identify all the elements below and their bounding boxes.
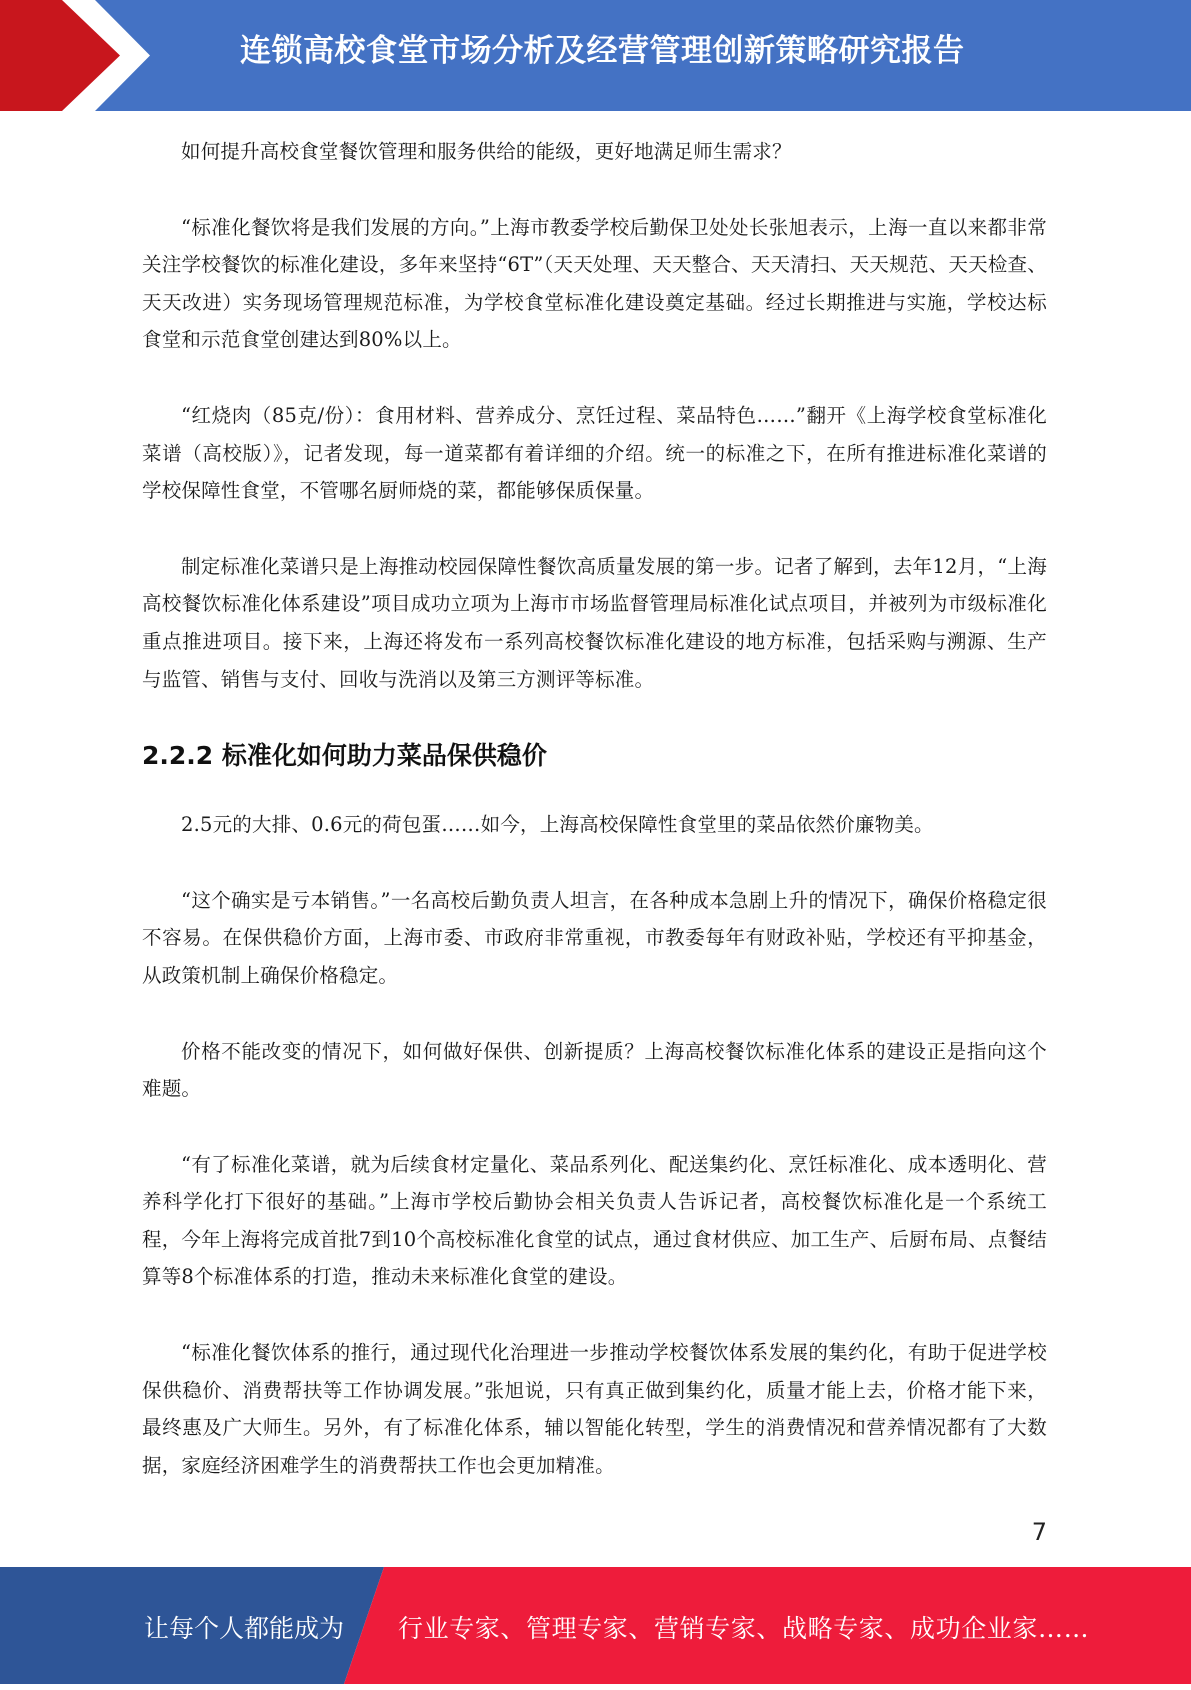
paragraph: 如何提升高校食堂餐饮管理和服务供给的能级，更好地满足师生需求？	[181, 140, 792, 163]
page-header	[0, 0, 1191, 111]
report-title: 连锁高校食堂市场分析及经营管理创新策略研究报告	[240, 33, 965, 69]
paragraph: 价格不能改变的情况下，如何做好保供、创新提质？上海高校餐饮标准化体系的建设正是指向这个难题。	[142, 1039, 1047, 1101]
paragraph: “标准化餐饮将是我们发展的方向。”上海市教委学校后勤保卫处处长张旭表示，上海一直以来都非常关注学校餐饮的标准化建设，多年来坚持“6T”（天天处理、天天整合、天天清扫、天天规范、天天检查、天天改进）实务现场管理规范标准，为学校食堂标准化建设奠定基础。经过长期推进与实施，学校达标食堂和示范食堂创建达到80%以上。	[142, 215, 1047, 352]
paragraph: 2.5元的大排、0.6元的荷包蛋……如今，上海高校保障性食堂里的菜品依然价廉物美。	[181, 813, 934, 837]
chevron-decoration-icon	[0, 0, 160, 111]
paragraph: “这个确实是亏本销售。”一名高校后勤负责人坦言，在各种成本急剧上升的情况下，确保价格稳定很不容易。在保供稳价方面，上海市委、市政府非常重视，市教委每年有财政补贴，学校还有平抑基金，从政策机制上确保价格稳定。	[142, 888, 1047, 987]
section-heading: 2.2.2 标准化如何助力菜品保供稳价	[142, 741, 547, 771]
paragraph: “红烧肉（85克/份）：食用材料、营养成分、烹饪过程、菜品特色……”翻开《上海学校食堂标准化菜谱（高校版）》，记者发现，每一道菜都有着详细的介绍。统一的标准之下，在所有推进标准化菜谱的学校保障性食堂，不管哪名厨师烧的菜，都能够保质保量。	[142, 403, 1047, 503]
page-footer	[0, 1567, 1191, 1684]
main-content	[142, 133, 1047, 1522]
paragraph: “有了标准化菜谱，就为后续食材定量化、菜品系列化、配送集约化、烹饪标准化、成本透明化、营养科学化打下很好的基础。”上海市学校后勤协会相关负责人告诉记者，高校餐饮标准化是一个系统工程，今年上海将完成首批7到10个高校标准化食堂的试点，通过食材供应、加工生产、后厨布局、点餐结算等8个标准体系的打造，推动未来标准化食堂的建设。	[142, 1152, 1047, 1289]
paragraph: 制定标准化菜谱只是上海推动校园保障性餐饮高质量发展的第一步。记者了解到，去年12月，“上海高校餐饮标准化体系建设”项目成功立项为上海市市场监督管理局标准化试点项目，并被列为市级标准化重点推进项目。接下来，上海还将发布一系列高校餐饮标准化建设的地方标准，包括采购与溯源、生产与监管、销售与支付、回收与洗消以及第三方测评等标准。	[142, 554, 1047, 691]
page-number: 7	[1031, 1518, 1047, 1546]
footer-slogan-left: 让每个人都能成为	[144, 1614, 345, 1643]
paragraph: “标准化餐饮体系的推行，通过现代化治理进一步推动学校餐饮体系发展的集约化，有助于促进学校保供稳价、消费帮扶等工作协调发展。”张旭说，只有真正做到集约化，质量才能上去，价格才能下来，最终惠及广大师生。另外，有了标准化体系，辅以智能化转型，学生的消费情况和营养情况都有了大数据，家庭经济困难学生的消费帮扶工作也会更加精准。	[142, 1341, 1047, 1477]
footer-slogan-right: 行业专家、管理专家、营销专家、战略专家、成功企业家……	[398, 1614, 1090, 1643]
